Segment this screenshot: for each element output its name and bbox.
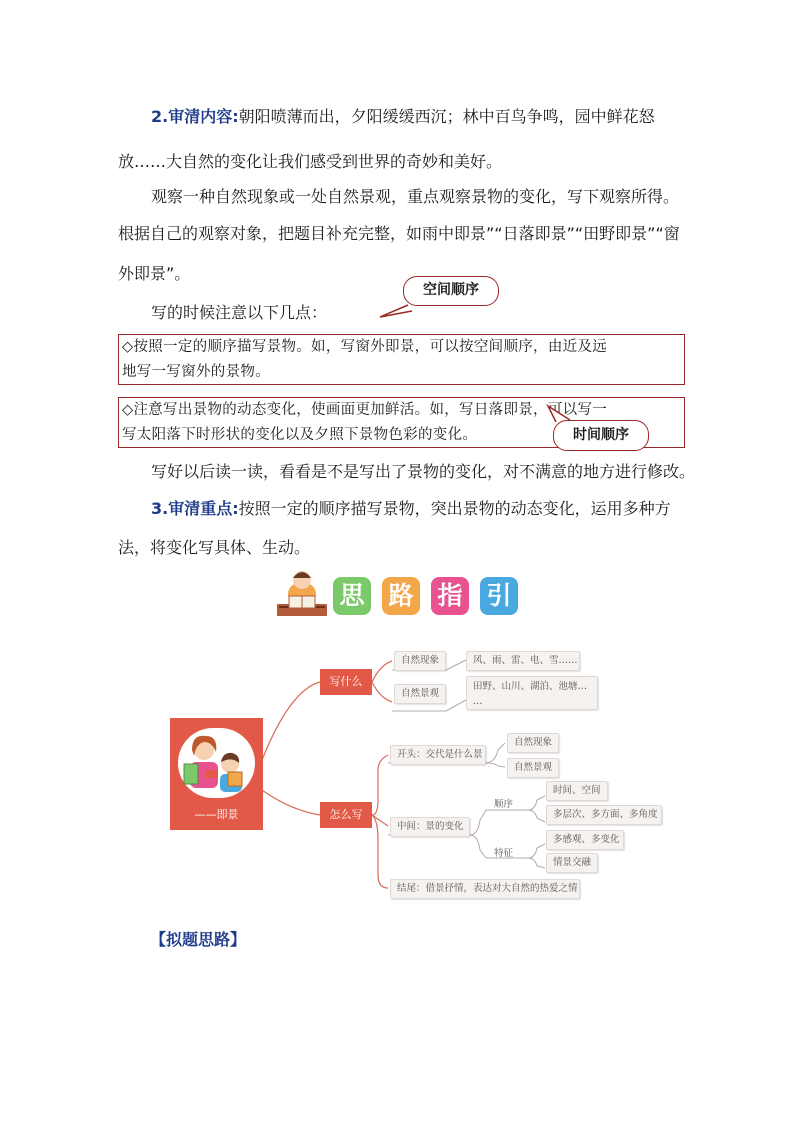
section-2-line-2: 放……大自然的变化让我们感受到世界的奇妙和美好。	[118, 152, 503, 171]
landscape-examples-line-2: …	[473, 696, 483, 707]
start-natural-landscape: 自然景观	[507, 758, 559, 778]
how-middle: 中间：景的变化	[390, 817, 470, 837]
order-time-space: 时间、空间	[546, 781, 608, 801]
paragraph-line-2: 根据自己的观察对象，把题目补充完整，如雨中即景”“日落即景”“田野即景”“窗	[118, 224, 680, 243]
tip-box-1-line-1: ◇按照一定的顺序描写景物。如，写窗外即景，可以按空间顺序，由近及远	[122, 339, 608, 355]
banner-tile-2: 路	[382, 577, 420, 615]
start-natural-phenomena: 自然现象	[507, 733, 559, 753]
paragraph-line-1: 观察一种自然现象或一处自然景观，重点观察景物的变化，写下观察所得。	[151, 187, 680, 206]
how-end: 结尾：借景抒情，表达对大自然的热爱之情	[390, 879, 580, 899]
section-3-label: 3.审清重点:	[151, 499, 239, 518]
notes-intro: 写的时候注意以下几点：	[151, 303, 328, 322]
banner-tile-4: 引	[480, 577, 518, 615]
mindmap-center-label: ——即景	[194, 808, 239, 821]
tip-box-2-line-1: ◇注意写出景物的动态变化，使画面更加鲜活。如，写日落即景，可以写一	[122, 402, 608, 418]
feature-multi-sense: 多感观、多变化	[546, 830, 624, 850]
what-natural-phenomena: 自然现象	[394, 651, 446, 671]
banner-tile-3: 指	[431, 577, 469, 615]
middle-feature: 特征	[494, 848, 514, 859]
revise-text: 写好以后读一读，看看是不是写出了景物的变化，对不满意的地方进行修改。	[151, 462, 696, 481]
section-2-label: 2.审清内容:	[151, 107, 239, 126]
children-reading-icon	[178, 728, 255, 798]
tip-box-2-line-2: 写太阳落下时形状的变化以及夕照下景物色彩的变化。	[122, 427, 478, 443]
section-3-text-1: 按照一定的顺序描写景物，突出景物的动态变化，运用多种方	[238, 499, 671, 518]
time-order-callout: 时间顺序	[553, 420, 649, 451]
footer-heading: 【拟题思路】	[150, 930, 247, 949]
order-multi-angle: 多层次、多方面、多角度	[546, 805, 662, 825]
how-start: 开头：交代是什么景	[390, 745, 486, 765]
landscape-examples-line-1: 田野、山川、湖泊、池塘…	[473, 681, 588, 692]
mindmap-center-node	[170, 718, 263, 830]
what-landscape-examples	[466, 676, 598, 710]
branch-what: 写什么	[320, 669, 372, 695]
what-natural-landscape: 自然景观	[394, 684, 446, 704]
banner-tile-1: 思	[333, 577, 371, 615]
branch-how: 怎么写	[320, 802, 372, 828]
children-illustration	[178, 728, 255, 798]
section-3-line-2: 法，将变化写具体、生动。	[118, 538, 311, 557]
feature-emotion-scene: 情景交融	[546, 853, 598, 873]
paragraph-line-3: 外即景”。	[118, 264, 191, 283]
tip-box-1-line-2: 地写一写窗外的景物。	[122, 364, 270, 380]
what-phenomena-examples: 风、雨、雷、电、雪……	[466, 651, 580, 671]
section-2-text-1: 朝阳喷薄而出，夕阳缓缓西沉；林中百鸟争鸣，园中鲜花怒	[238, 107, 655, 126]
space-order-callout: 空间顺序	[403, 276, 499, 306]
middle-order: 顺序	[494, 799, 514, 810]
